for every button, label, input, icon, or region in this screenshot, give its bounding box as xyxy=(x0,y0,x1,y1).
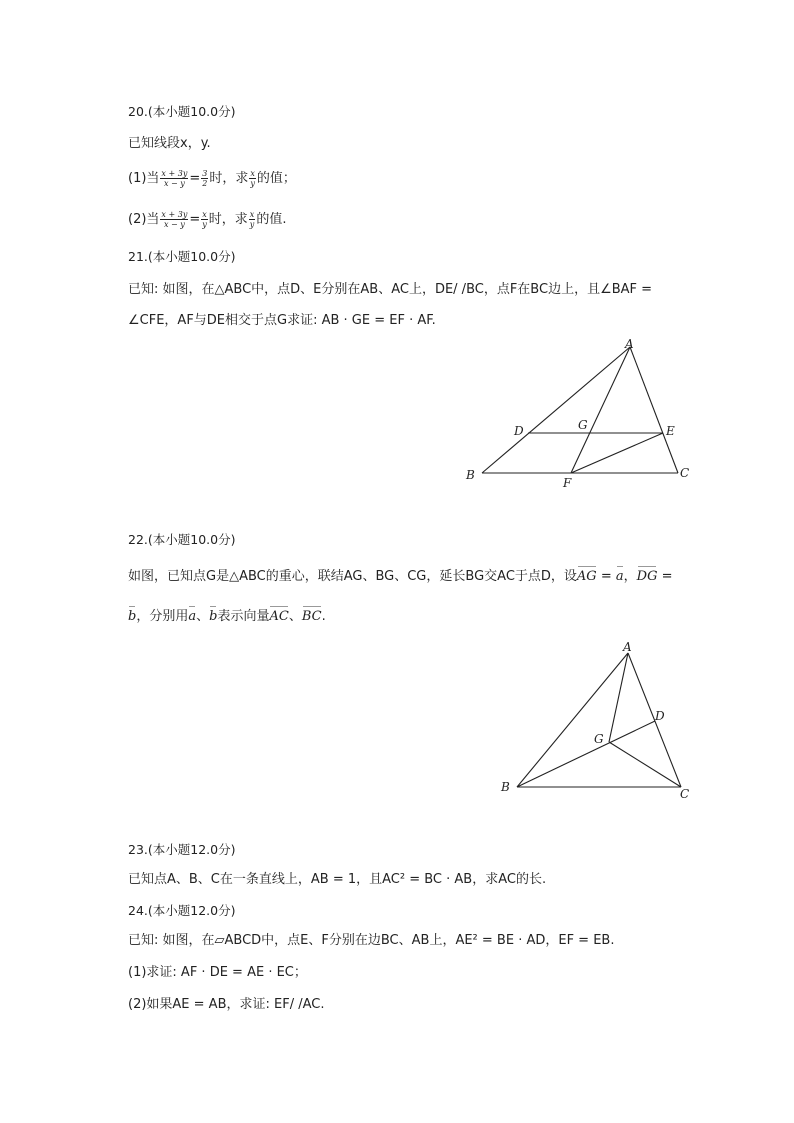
q21-side-ab xyxy=(482,347,630,473)
q24-part1: (1)求证: AF · DE = AE · EC； xyxy=(128,965,307,980)
q22-segment-ag xyxy=(609,653,628,742)
q21-label-d: D xyxy=(514,424,524,438)
q23-header: 23.(本小题12.0分) xyxy=(128,842,236,857)
q22-vector-ac: AC xyxy=(269,606,288,626)
q21-segment-fe xyxy=(571,433,663,473)
q22-label-a: A xyxy=(623,640,632,654)
q22-vector-dg: DG xyxy=(637,566,658,586)
q21-label-g: G xyxy=(578,418,588,432)
q22-figure xyxy=(495,635,705,805)
q21-label-b: B xyxy=(466,468,475,482)
q21-side-ac xyxy=(630,347,678,473)
q23-stem: 已知点A、B、C在一条直线上，AB = 1，且AC² = BC · AB，求AC的长. xyxy=(128,872,547,887)
q22-side-ab xyxy=(517,653,628,787)
q22-vector-b: b xyxy=(128,606,136,626)
q20-stem: 已知线段x，y. xyxy=(128,136,211,151)
q22-label-g: G xyxy=(594,732,604,746)
q22-segment-cg xyxy=(609,742,681,787)
q21-line1: 已知: 如图，在△ABC中，点D、E分别在AB、AC上，DE/ /BC，点F在BC边上，且∠BAF = xyxy=(128,282,653,297)
q22-label-c: C xyxy=(680,787,690,801)
q22-vector-bc: BC xyxy=(302,606,322,626)
q22-header: 22.(本小题10.0分) xyxy=(128,532,236,547)
q20-header: 20.(本小题10.0分) xyxy=(128,104,236,119)
q21-label-c: C xyxy=(680,466,690,480)
q22-vector-a: a xyxy=(616,566,624,586)
q22-label-d: D xyxy=(655,709,665,723)
q21-line2: ∠CFE，AF与DE相交于点G求证: AB · GE = EF · AF. xyxy=(128,313,436,328)
q20-p1-fraction: $\frac{x + 3y}{x - y}$ xyxy=(161,169,188,188)
q21-figure xyxy=(460,335,705,495)
q21-label-a: A xyxy=(625,337,634,351)
q20-p2-fraction: $\frac{x + 3y}{x - y}$ xyxy=(161,210,188,229)
q22-vector-ag: AG xyxy=(577,566,597,586)
q20-part2: (2)当 $\frac{x + 3y}{x - y}$ = $\frac{x}{y}$ 时，求 $\frac{x}{y}$ 的值. xyxy=(128,210,287,229)
q21-header: 21.(本小题10.0分) xyxy=(128,249,236,264)
q21-label-f: F xyxy=(563,476,572,490)
q22-segment-bd xyxy=(517,721,655,787)
q21-segment-af xyxy=(571,347,630,473)
q21-label-e: E xyxy=(666,424,675,438)
q22-line2: b，分别用 a、 b表示向量 AC、 BC. xyxy=(128,606,326,626)
q22-label-b: B xyxy=(501,780,510,794)
q20-part1: (1)当 $\frac{x + 3y}{x - y}$ = $\frac{3}{2}$ 时，求 $\frac{x}{y}$ 的值； xyxy=(128,169,296,188)
q22-line1: 如图，已知点G是△ABC的重心，联结AG、BG、CG，延长BG交AC于点D，设 AG = a， DG = xyxy=(128,566,672,586)
q24-stem: 已知: 如图，在▱ABCD中，点E、F分别在边BC、AB上，AE² = BE · AD，EF = EB. xyxy=(128,933,615,948)
q24-part2: (2)如果AE = AB，求证: EF/ /AC. xyxy=(128,997,325,1012)
q24-header: 24.(本小题12.0分) xyxy=(128,903,236,918)
